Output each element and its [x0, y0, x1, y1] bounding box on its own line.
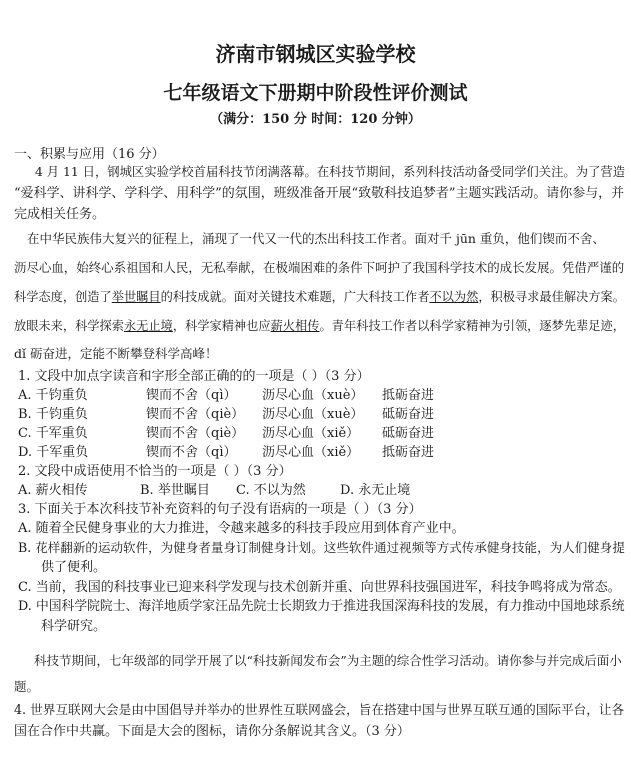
option-b: B. 花样翻新的运动软件，为健身者量身订制健身计划。这些软件通过视频等方式传承健身技能，为人们健身提	[18, 540, 625, 555]
passage-text: 。青年科技工作者以科学家精神为引领，逐梦先辈足迹，	[319, 319, 625, 333]
option-d-cont: 科学研究。	[41, 619, 107, 634]
option-col: 锲而不舍（qì）	[146, 388, 237, 403]
question-2-options	[18, 484, 438, 500]
question-stem-cont: 国在合作中共赢。下面是大会的图标，请你分条解说其含义。（3 分）	[14, 724, 410, 739]
passage-text: ，科学家精神也应	[172, 319, 271, 333]
exam-info: （满分：150 分 时间：120 分钟）	[210, 112, 421, 127]
school-name: 济南市钢城区实验学校	[215, 42, 416, 66]
question-stem: 2. 文段中成语使用不恰当的一项是（ ）（3 分）	[18, 464, 292, 479]
section-heading: 一、积累与应用（16 分）	[14, 147, 165, 162]
passage-line-5: dǐ 砺奋进，定能不断攀登科学高峰！	[14, 346, 218, 361]
passage-text: 的科技成就。面对关键技术难题，广大科技工作者	[160, 290, 430, 304]
option-a: A. 薪火相传	[18, 483, 88, 498]
option-col: C. 千军重负	[18, 426, 88, 441]
intro-line-2: “爱科学、讲科学、学科学、用科学”的氛围，班级准备开展“致敬科技追梦者”主题实践活动。请你参与，并	[14, 186, 625, 201]
option-col: 抵砺奋进	[382, 388, 435, 403]
underlined-idiom: 薪火相传	[270, 319, 320, 333]
option-col: 锲而不舍（qiè）	[146, 426, 245, 441]
option-col: 沥尽心血（xiě）	[262, 426, 360, 441]
activity-intro-line-2: 题。	[14, 679, 40, 694]
option-col: 沥尽心血（xiě）	[262, 445, 360, 460]
passage-text: 放眼未来，科学探索	[14, 319, 124, 333]
option-col: A. 千钧重负	[18, 388, 88, 403]
option-col: 锲而不舍（qì）	[146, 445, 237, 460]
option-col: D. 千军重负	[18, 445, 89, 460]
passage-line-4	[14, 320, 625, 332]
intro-line-3: 完成相关任务。	[14, 207, 106, 222]
passage-text: 科学态度，创造了	[14, 290, 112, 304]
underlined-idiom: 举世瞩目	[111, 290, 161, 304]
option-col: 沥尽心血（xuè）	[262, 407, 364, 422]
option-col: B. 千钧重负	[18, 407, 88, 422]
option-b: B. 举世瞩目	[140, 483, 210, 498]
option-d: D. 中国科学院院士、海洋地质学家汪品先院士长期致力于推进我国深海科技的发展，有力推动中国地球系统	[18, 599, 625, 614]
option-col: 抵砺奋进	[382, 445, 435, 460]
option-b-cont: 供了便利。	[41, 560, 107, 575]
activity-intro-line-1: 科技节期间，七年级部的同学开展了以“科技新闻发布会”为主题的综合性学习活动。请你参与并完成后面小	[34, 653, 622, 668]
underlined-idiom: 不以为然	[429, 290, 479, 304]
option-d: D. 永无止境	[340, 483, 411, 498]
option-c: C. 不以为然	[236, 483, 306, 498]
passage-line-2: 沥尽心血，始终心系祖国和人民，无私奉献，在极端困难的条件下呵护了我国科学技术的成长发展。凭借严谨的	[14, 260, 625, 275]
question-stem: 1. 文段中加点字读音和字形全部正确的的一项是（ ）（3 分）	[18, 369, 370, 384]
option-col: 砥砺奋进	[382, 426, 435, 441]
passage-line-3	[14, 291, 625, 303]
intro-line-1: 4 月 11 日，钢城区实验学校首届科技节闭满落幕。在科技节期间，系列科技活动备受同学们关注。为了营造	[35, 165, 626, 179]
option-col: 砥砺奋进	[382, 407, 435, 422]
question-stem: 4. 世界互联网大会是由中国倡导并举办的世界性互联网盛会，旨在搭建中国与世界互联互通的国际平台，让各	[14, 702, 625, 717]
option-a: A. 随着全民健身事业的大力推进，令越来越多的科技手段应用到体育产业中。	[18, 521, 465, 536]
option-col: 锲而不舍（qiè）	[146, 407, 245, 422]
option-c: C. 当前，我国的科技事业已迎来科学发现与技术创新并重、向世界科技强国进军，科技争鸣将成为常态。	[18, 580, 621, 595]
passage-line-1: 在中华民族伟大复兴的征程上，涌现了一代又一代的杰出科技工作者。面对千 jūn 重负，他们锲而不舍、	[27, 231, 605, 246]
passage-text: ，积极寻求最佳解决方案。	[478, 290, 625, 304]
option-col: 沥尽心血（xuè）	[262, 388, 364, 403]
exam-title: 七年级语文下册期中阶段性评价测试	[163, 82, 468, 104]
underlined-idiom: 永无止境	[123, 319, 173, 333]
question-stem: 3. 下面关于本次科技节补充资料的句子没有语病的一项是（ ）（3 分）	[18, 502, 422, 517]
